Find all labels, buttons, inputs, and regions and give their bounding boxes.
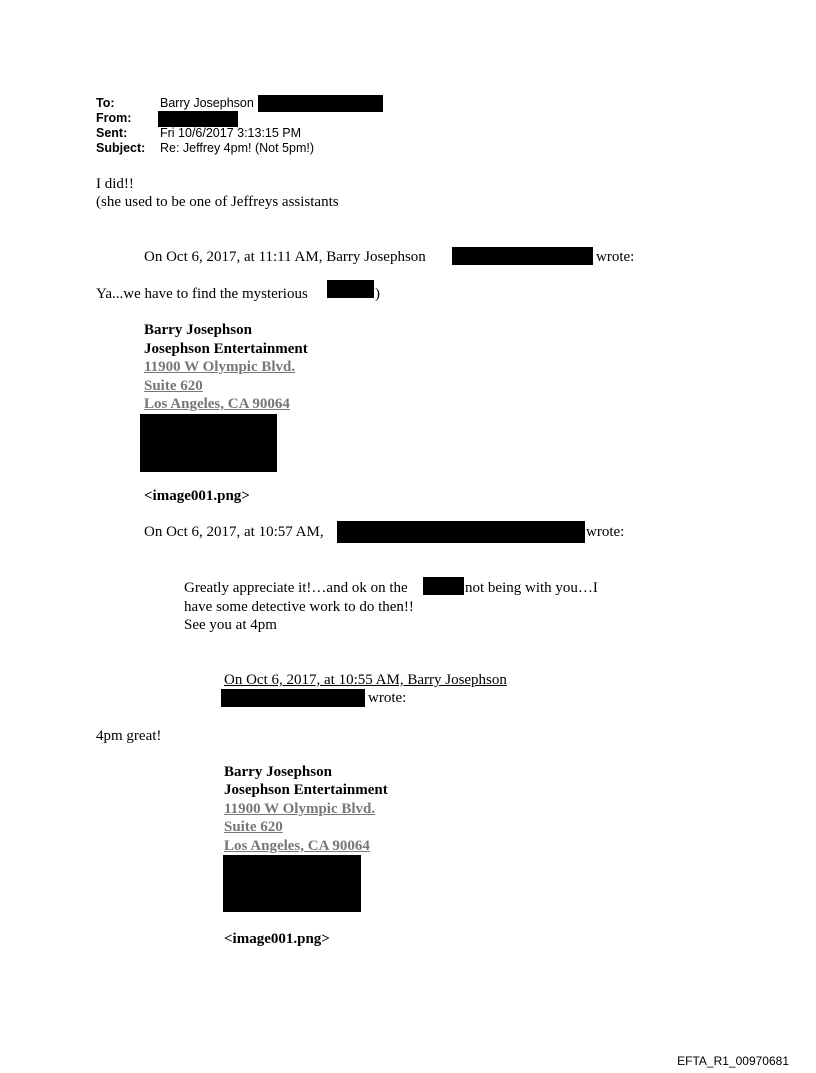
quote-body: have some detective work to do then!!: [184, 599, 414, 615]
to-label: To:: [96, 96, 115, 110]
redaction-block: [223, 855, 361, 912]
quote-body-end: ): [375, 286, 380, 302]
redaction-block: [258, 95, 383, 112]
quote-wrote: wrote:: [596, 249, 635, 265]
attachment-name: <image001.png>: [224, 931, 330, 947]
redaction-block: [221, 689, 365, 707]
sent-value: Fri 10/6/2017 3:13:15 PM: [160, 126, 302, 140]
quote-attribution: On Oct 6, 2017, at 11:11 AM, Barry Josephson: [144, 249, 426, 265]
signature-company: Josephson Entertainment: [224, 782, 388, 798]
document-id: EFTA_R1_00970681: [677, 1054, 789, 1068]
redaction-block: [423, 577, 464, 595]
redaction-block: [452, 247, 593, 265]
signature-company: Josephson Entertainment: [144, 341, 308, 357]
message-line: (she used to be one of Jeffreys assistants: [96, 194, 339, 210]
address-link[interactable]: Los Angeles, CA 90064: [144, 396, 290, 412]
address-link[interactable]: Suite 620: [144, 378, 203, 394]
message-line: I did!!: [96, 176, 134, 192]
quote-attribution: On Oct 6, 2017, at 10:55 AM, Barry Josephson: [224, 672, 507, 688]
sent-label: Sent:: [96, 126, 128, 140]
redaction-block: [337, 521, 585, 543]
quote-body: Ya...we have to find the mysterious: [96, 286, 308, 302]
quote-wrote: wrote:: [368, 690, 407, 706]
address-link[interactable]: 11900 W Olympic Blvd.: [144, 359, 296, 375]
signature-name: Barry Josephson: [144, 322, 252, 338]
quote-body: not being with you…I: [465, 580, 598, 596]
address-link[interactable]: Los Angeles, CA 90064: [224, 838, 370, 854]
signature-name: Barry Josephson: [224, 764, 332, 780]
quote-body: Greatly appreciate it!…and ok on the: [184, 580, 408, 596]
quote-attribution: On Oct 6, 2017, at 10:57 AM,: [144, 524, 324, 540]
from-label: From:: [96, 111, 132, 125]
address-link[interactable]: 11900 W Olympic Blvd.: [224, 801, 376, 817]
subject-label: Subject:: [96, 141, 146, 155]
address-link[interactable]: Suite 620: [224, 819, 283, 835]
quote-body: 4pm great!: [96, 728, 162, 744]
redaction-block: [158, 111, 238, 127]
to-value: Barry Josephson: [160, 96, 254, 110]
quote-body: See you at 4pm: [184, 617, 277, 633]
quote-wrote: wrote:: [586, 524, 625, 540]
subject-value: Re: Jeffrey 4pm! (Not 5pm!): [160, 141, 314, 155]
attachment-name: <image001.png>: [144, 488, 250, 504]
redaction-block: [327, 280, 374, 298]
redaction-block: [140, 414, 277, 472]
